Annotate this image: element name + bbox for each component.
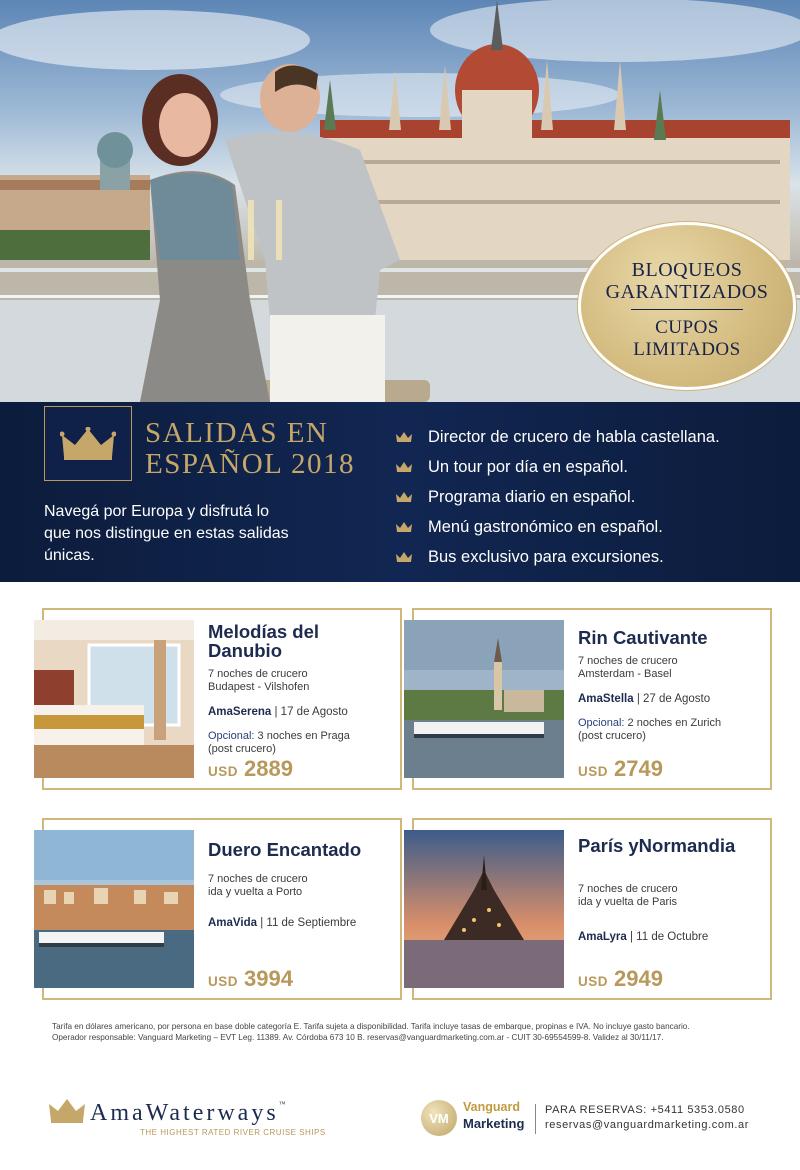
crown-icon	[396, 552, 414, 563]
cruise-card-paris[interactable]	[412, 818, 772, 1000]
hero-banner	[0, 0, 800, 402]
price-currency: USD	[578, 764, 609, 779]
vm-name-line2: Marketing	[463, 1116, 525, 1131]
card-route: ida y vuelta de Paris	[578, 896, 678, 908]
card-title: París yNormandia	[578, 835, 736, 856]
rhine-photo	[404, 620, 564, 778]
band-title	[145, 418, 355, 480]
card-route: Amsterdam - Basel	[578, 668, 672, 680]
seal-line: GARANTIZADOS	[605, 281, 769, 303]
band-intro: Navegá por Europa y disfrutá lo que nos distingue en estas salidas únicas.	[44, 503, 289, 564]
seal-bottom-text	[581, 317, 793, 361]
card-text	[208, 610, 398, 756]
cruise-card-duero[interactable]	[42, 818, 402, 1000]
card-nights: 7 noches de crucero	[578, 655, 678, 667]
seal-line: LIMITADOS	[633, 339, 741, 360]
spanish-departures-band	[0, 402, 800, 582]
optional-note: (post crucero)	[208, 743, 276, 755]
price-amount: 2889	[244, 756, 293, 781]
card-title: Melodías del Danubio	[208, 621, 320, 661]
seal-line: BLOQUEOS	[631, 259, 743, 281]
brand-text: AmaWaterways	[90, 1100, 279, 1126]
card-subtitle	[208, 668, 398, 694]
card-nights: 7 noches de crucero	[208, 873, 308, 885]
ship-name: AmaSerena	[208, 706, 272, 718]
crown-icon	[396, 432, 414, 443]
feature-text: Un tour por día en español.	[428, 457, 628, 476]
card-text	[208, 820, 398, 929]
card-ship-date	[208, 917, 398, 929]
feature-text: Menú gastronómico en español.	[428, 517, 663, 536]
card-nights: 7 noches de crucero	[578, 883, 678, 895]
vm-logo-icon: VM	[421, 1100, 457, 1136]
departure-date: | 17 de Agosto	[274, 706, 348, 718]
card-title: Rin Cautivante	[578, 627, 708, 648]
fine-print-line: Tarifa en dólares americano, por persona en base doble categoría E. Tarifa sujeta a disponibilidad. Tarifa incluye tasas de embarque, propinas e IVA. No incluye gasto bancario.	[52, 1022, 690, 1031]
card-text	[578, 820, 768, 943]
reservations-email[interactable]: reservas@vanguardmarketing.com.ar	[545, 1119, 749, 1131]
price-amount: 2949	[614, 966, 663, 991]
feature-item	[396, 482, 720, 512]
crown-icon	[396, 522, 414, 533]
price-currency: USD	[578, 974, 609, 989]
departure-date: | 11 de Septiembre	[260, 917, 357, 929]
price-currency: USD	[208, 764, 239, 779]
guarantee-seal	[578, 222, 796, 390]
reservations-phone[interactable]: PARA RESERVAS: +5411 5353.0580	[545, 1104, 745, 1116]
ship-name: AmaVida	[208, 917, 258, 929]
feature-item	[396, 542, 720, 572]
cruise-card-danubio[interactable]	[42, 608, 402, 790]
crown-logo-box	[44, 406, 132, 481]
card-subtitle	[208, 873, 398, 899]
departure-date: | 27 de Agosto	[636, 693, 711, 705]
trademark: ™	[278, 1100, 286, 1108]
optional-label: Opcional:	[578, 717, 625, 729]
ship-name: AmaLyra	[578, 931, 627, 943]
card-optional	[208, 730, 398, 756]
feature-item	[396, 422, 720, 452]
card-price	[208, 966, 293, 992]
card-route: ida y vuelta a Porto	[208, 886, 303, 898]
divider	[535, 1104, 536, 1134]
porto-photo	[34, 830, 194, 988]
crown-icon	[396, 492, 414, 503]
card-price	[208, 756, 293, 782]
card-ship-date	[578, 693, 768, 705]
fine-print-line: Operador responsable: Vanguard Marketing – EVT Leg. 11389. Av. Córdoba 673 10 B. reservas@vanguardmarketing.com.ar - CUIT 30-69554599-8. Validez al 30/11/17.	[52, 1033, 664, 1042]
optional-label: Opcional:	[208, 730, 255, 742]
crown-icon	[60, 427, 116, 461]
departure-date: | 11 de Octubre	[630, 931, 709, 943]
brand-name	[90, 1100, 286, 1127]
seal-top-text	[581, 259, 793, 303]
brand-tagline: THE HIGHEST RATED RIVER CRUISE SHIPS	[140, 1128, 326, 1137]
card-text	[578, 610, 768, 743]
card-price	[578, 966, 663, 992]
card-route: Budapest - Vilshofen	[208, 681, 310, 693]
card-price	[578, 756, 663, 782]
price-amount: 2749	[614, 756, 663, 781]
seal-line: CUPOS	[655, 317, 719, 338]
card-ship-date	[578, 931, 768, 943]
optional-text: 3 noches en Praga	[254, 730, 350, 742]
feature-item	[396, 512, 720, 542]
cabin-photo	[34, 620, 194, 778]
fine-print	[52, 1021, 772, 1043]
cruise-card-rin[interactable]	[412, 608, 772, 790]
band-title-line: SALIDAS EN	[145, 417, 329, 449]
vm-name-line1: Vanguard	[463, 1100, 520, 1114]
features-list	[396, 422, 720, 572]
optional-text: 2 noches en Zurich	[624, 717, 722, 729]
feature-text: Programa diario en español.	[428, 487, 636, 506]
crown-icon	[48, 1098, 86, 1124]
card-optional	[578, 717, 768, 743]
optional-note: (post crucero)	[578, 730, 646, 742]
card-subtitle	[578, 883, 768, 909]
band-title-line: ESPAÑOL 2018	[145, 448, 356, 480]
card-ship-date	[208, 706, 398, 718]
card-subtitle	[578, 655, 768, 681]
price-amount: 3994	[244, 966, 293, 991]
card-title: Duero Encantado	[208, 839, 362, 860]
vanguard-marketing-block	[421, 1096, 800, 1140]
mont-saint-michel-photo	[404, 830, 564, 988]
seal-divider	[631, 309, 743, 310]
feature-text: Director de crucero de habla castellana.	[428, 427, 720, 446]
ship-name: AmaStella	[578, 693, 634, 705]
card-nights: 7 noches de crucero	[208, 668, 308, 680]
price-currency: USD	[208, 974, 239, 989]
feature-text: Bus exclusivo para excursiones.	[428, 547, 664, 566]
feature-item	[396, 452, 720, 482]
crown-icon	[396, 462, 414, 473]
